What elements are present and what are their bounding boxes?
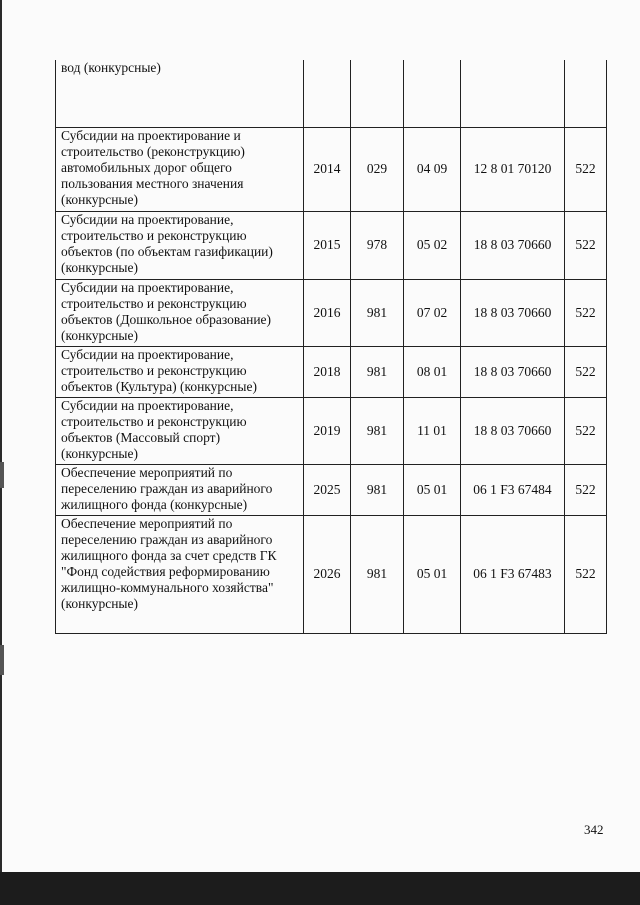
row-admin — [351, 60, 404, 127]
row-code: 2014 — [304, 127, 351, 211]
row-type: 522 — [565, 279, 607, 346]
row-type: 522 — [565, 464, 607, 515]
row-section — [404, 60, 461, 127]
row-target: 12 8 01 70120 — [461, 127, 565, 211]
row-name: Обеспечение мероприятий по переселению граждан из аварийного жилищного фонда за счет средств ГК "Фонд содействия реформированию жилищно-коммунального хозяйства" (конкурсные) — [56, 515, 304, 633]
row-code: 2026 — [304, 515, 351, 633]
row-name: Субсидии на проектирование и строительство (реконструкцию) автомобильных дорог общего пользования местного значения (конкурсные) — [56, 127, 304, 211]
scan-mark — [0, 645, 4, 675]
row-name: Субсидии на проектирование, строительство и реконструкцию объектов (по объектам газификации) (конкурсные) — [56, 211, 304, 279]
row-code: 2019 — [304, 397, 351, 464]
page-number: 342 — [584, 822, 604, 837]
row-section: 07 02 — [404, 279, 461, 346]
row-target: 18 8 03 70660 — [461, 346, 565, 397]
row-target: 18 8 03 70660 — [461, 397, 565, 464]
row-type: 522 — [565, 515, 607, 633]
budget-table — [55, 60, 607, 634]
row-admin: 981 — [351, 464, 404, 515]
row-admin: 981 — [351, 279, 404, 346]
row-section: 04 09 — [404, 127, 461, 211]
row-name: Субсидии на проектирование, строительство и реконструкцию объектов (Массовый спорт) (конкурсные) — [56, 397, 304, 464]
row-type — [565, 60, 607, 127]
row-admin: 981 — [351, 515, 404, 633]
scan-mark — [0, 462, 4, 488]
page-left-edge — [0, 0, 2, 905]
row-admin: 029 — [351, 127, 404, 211]
row-type: 522 — [565, 397, 607, 464]
row-code: 2018 — [304, 346, 351, 397]
row-admin: 981 — [351, 397, 404, 464]
page-bottom-band — [0, 872, 640, 905]
table-row — [56, 515, 607, 633]
table-row — [56, 279, 607, 346]
row-code — [304, 60, 351, 127]
row-name: вод (конкурсные) — [56, 60, 304, 127]
row-type: 522 — [565, 127, 607, 211]
table-row — [56, 346, 607, 397]
row-section: 05 02 — [404, 211, 461, 279]
row-target — [461, 60, 565, 127]
row-code: 2015 — [304, 211, 351, 279]
row-target: 06 1 F3 67483 — [461, 515, 565, 633]
table-row — [56, 397, 607, 464]
row-section: 05 01 — [404, 464, 461, 515]
row-type: 522 — [565, 346, 607, 397]
table-row — [56, 127, 607, 211]
table-row — [56, 211, 607, 279]
row-section: 05 01 — [404, 515, 461, 633]
row-target: 18 8 03 70660 — [461, 211, 565, 279]
row-name: Субсидии на проектирование, строительство и реконструкцию объектов (Культура) (конкурсные) — [56, 346, 304, 397]
table-row — [56, 60, 607, 127]
row-name: Субсидии на проектирование, строительство и реконструкцию объектов (Дошкольное образование) (конкурсные) — [56, 279, 304, 346]
row-target: 18 8 03 70660 — [461, 279, 565, 346]
row-code: 2025 — [304, 464, 351, 515]
row-name: Обеспечение мероприятий по переселению граждан из аварийного жилищного фонда (конкурсные) — [56, 464, 304, 515]
row-admin: 978 — [351, 211, 404, 279]
row-section: 11 01 — [404, 397, 461, 464]
row-type: 522 — [565, 211, 607, 279]
row-section: 08 01 — [404, 346, 461, 397]
row-code: 2016 — [304, 279, 351, 346]
table-row — [56, 464, 607, 515]
row-admin: 981 — [351, 346, 404, 397]
row-target: 06 1 F3 67484 — [461, 464, 565, 515]
